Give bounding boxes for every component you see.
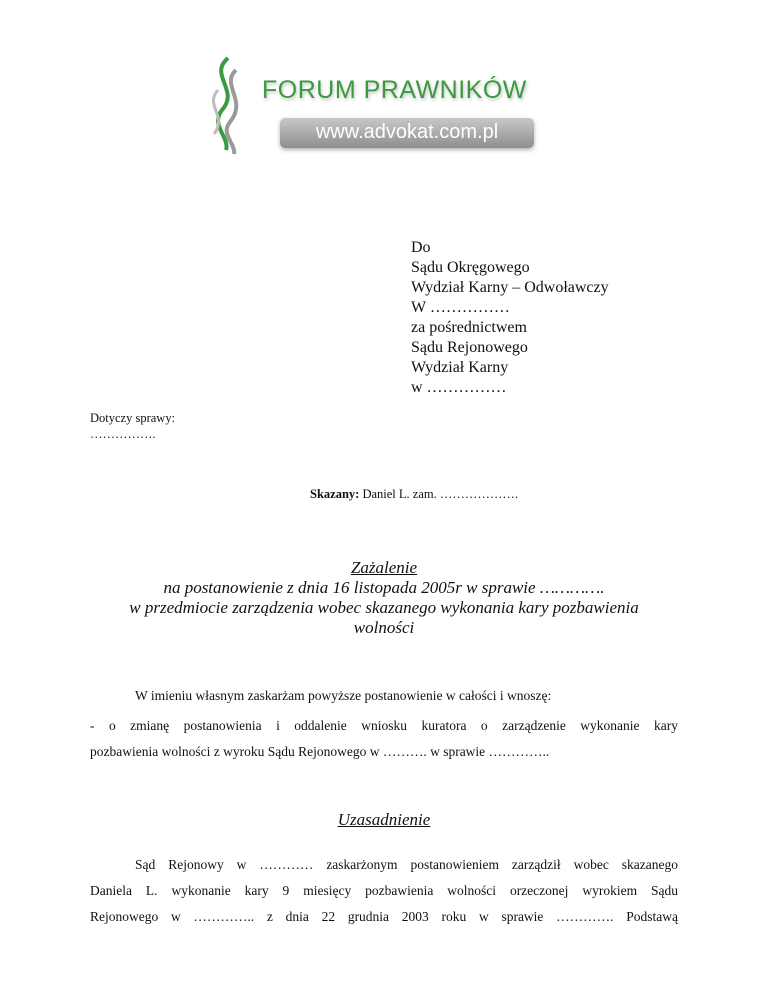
logo-url: www.advokat.com.pl xyxy=(315,121,499,143)
address-block xyxy=(411,238,609,398)
case-value: ……………. xyxy=(90,427,156,441)
case-reference xyxy=(90,410,175,442)
complaint-title: Zażalenie xyxy=(350,558,418,577)
convict-value: Daniel L. zam. ………………. xyxy=(362,487,518,501)
justification-paragraph xyxy=(90,852,678,930)
address-line: Wydział Karny xyxy=(411,359,509,376)
complaint-heading xyxy=(80,558,688,638)
address-line: W …………… xyxy=(411,299,510,316)
logo-url-box xyxy=(280,118,534,148)
address-line: w …………… xyxy=(411,379,507,396)
address-line: Do xyxy=(411,239,431,256)
body-paragraph-2 xyxy=(90,713,678,765)
address-line: za pośrednictwem xyxy=(411,319,527,336)
body-paragraph-1: W imieniu własnym zaskarżam powyższe postanowienie w całości i wnoszę: xyxy=(135,688,552,703)
body-p2-line-1: - o zmianę postanowienia i oddalenie wniosku kuratora o zarządzenie wykonanie kary xyxy=(90,718,678,733)
address-line: Sądu Rejonowego xyxy=(411,339,528,356)
justification-line-3: Rejonowego w ………….. z dnia 22 grudnia 2003 roku w sprawie …………. Podstawą xyxy=(90,909,678,924)
address-line: Wydział Karny – Odwoławczy xyxy=(411,279,609,296)
address-line: Sądu Okręgowego xyxy=(411,259,530,276)
logo-title: FORUM PRAWNIKÓW xyxy=(262,76,527,104)
complaint-line-2: w przedmiocie zarządzenia wobec skazanego wykonania kary pozbawienia xyxy=(129,598,639,617)
convict-line xyxy=(310,487,518,502)
body-p2-line-2: pozbawienia wolności z wyroku Sądu Rejonowego w ………. w sprawie ………….. xyxy=(90,744,550,759)
convict-label: Skazany: xyxy=(310,487,360,501)
case-label: Dotyczy sprawy: xyxy=(90,411,176,425)
justification-line-2: Daniela L. wykonanie kary 9 miesięcy pozbawienia wolności orzeczonej wyrokiem Sądu xyxy=(90,883,678,898)
justification-title: Uzasadnienie xyxy=(337,810,431,829)
complaint-line-3: wolności xyxy=(353,618,415,637)
justification-line-1: Sąd Rejonowy w ………… zaskarżonym postanowieniem zarządził wobec skazanego xyxy=(135,857,678,872)
complaint-line-1: na postanowienie z dnia 16 listopada 2005r w sprawie …………. xyxy=(163,578,605,597)
